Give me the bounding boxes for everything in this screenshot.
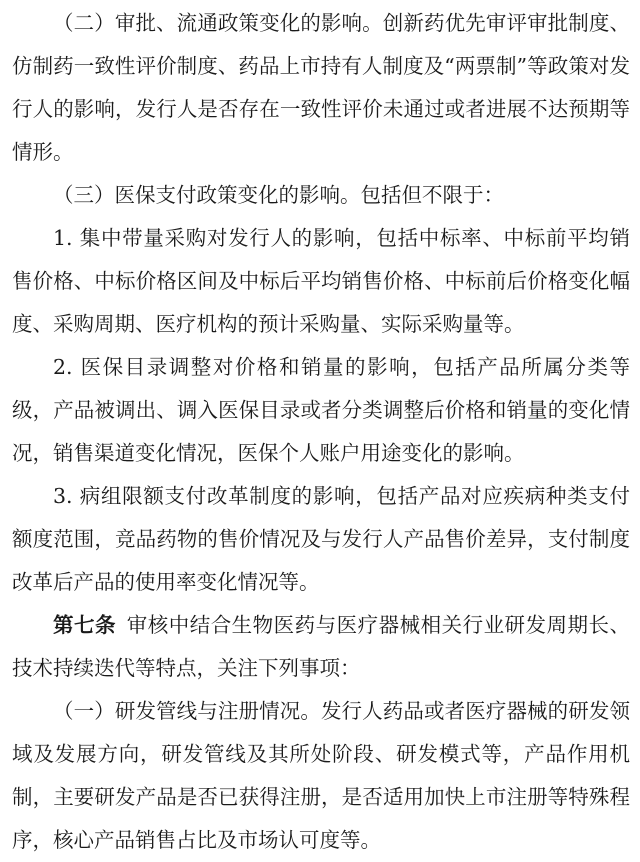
- paragraph-drg-payment: [12, 475, 630, 604]
- paragraph-approval-policy: [12, 2, 630, 174]
- paragraph-volume-procurement: [12, 217, 630, 346]
- paragraph-text: （二）审批、流通政策变化的影响。创新药优先审评审批制度、仿制药一致性评价制度、药品上市持有人制度及“两票制”等政策对发行人的影响，发行人是否存在一致性评价未通过或者进展不达预期等情形。: [12, 11, 630, 164]
- paragraph-article-seven: [12, 604, 630, 690]
- paragraph-insurance-catalog: [12, 346, 630, 475]
- paragraph-medical-insurance-heading: [12, 174, 630, 217]
- paragraph-text: 3. 病组限额支付改革制度的影响，包括产品对应疾病种类支付额度范围，竞品药物的售价情况及与发行人产品售价差异，支付制度改革后产品的使用率变化情况等。: [12, 484, 630, 594]
- paragraph-rd-pipeline: [12, 690, 630, 862]
- paragraph-text: （一）研发管线与注册情况。发行人药品或者医疗器械的研发领域及发展方向，研发管线及其所处阶段、研发模式等，产品作用机制，主要研发产品是否已获得注册，是否适用加快上市注册等特殊程序，核心产品销售占比及市场认可度等。: [12, 699, 630, 852]
- paragraph-text: （三）医保支付政策变化的影响。包括但不限于：: [53, 183, 504, 207]
- paragraph-text: 2. 医保目录调整对价格和销量的影响，包括产品所属分类等级，产品被调出、调入医保目录或者分类调整后价格和销量的变化情况，销售渠道变化情况，医保个人账户用途变化的影响。: [12, 355, 630, 465]
- paragraph-text: 审核中结合生物医药与医疗器械相关行业研发周期长、技术持续迭代等特点，关注下列事项：: [12, 613, 631, 680]
- article-title: 第七条: [53, 613, 116, 637]
- paragraph-text: 1. 集中带量采购对发行人的影响，包括中标率、中标前平均销售价格、中标价格区间及中标后平均销售价格、中标前后价格变化幅度、采购周期、医疗机构的预计采购量、实际采购量等。: [12, 226, 630, 336]
